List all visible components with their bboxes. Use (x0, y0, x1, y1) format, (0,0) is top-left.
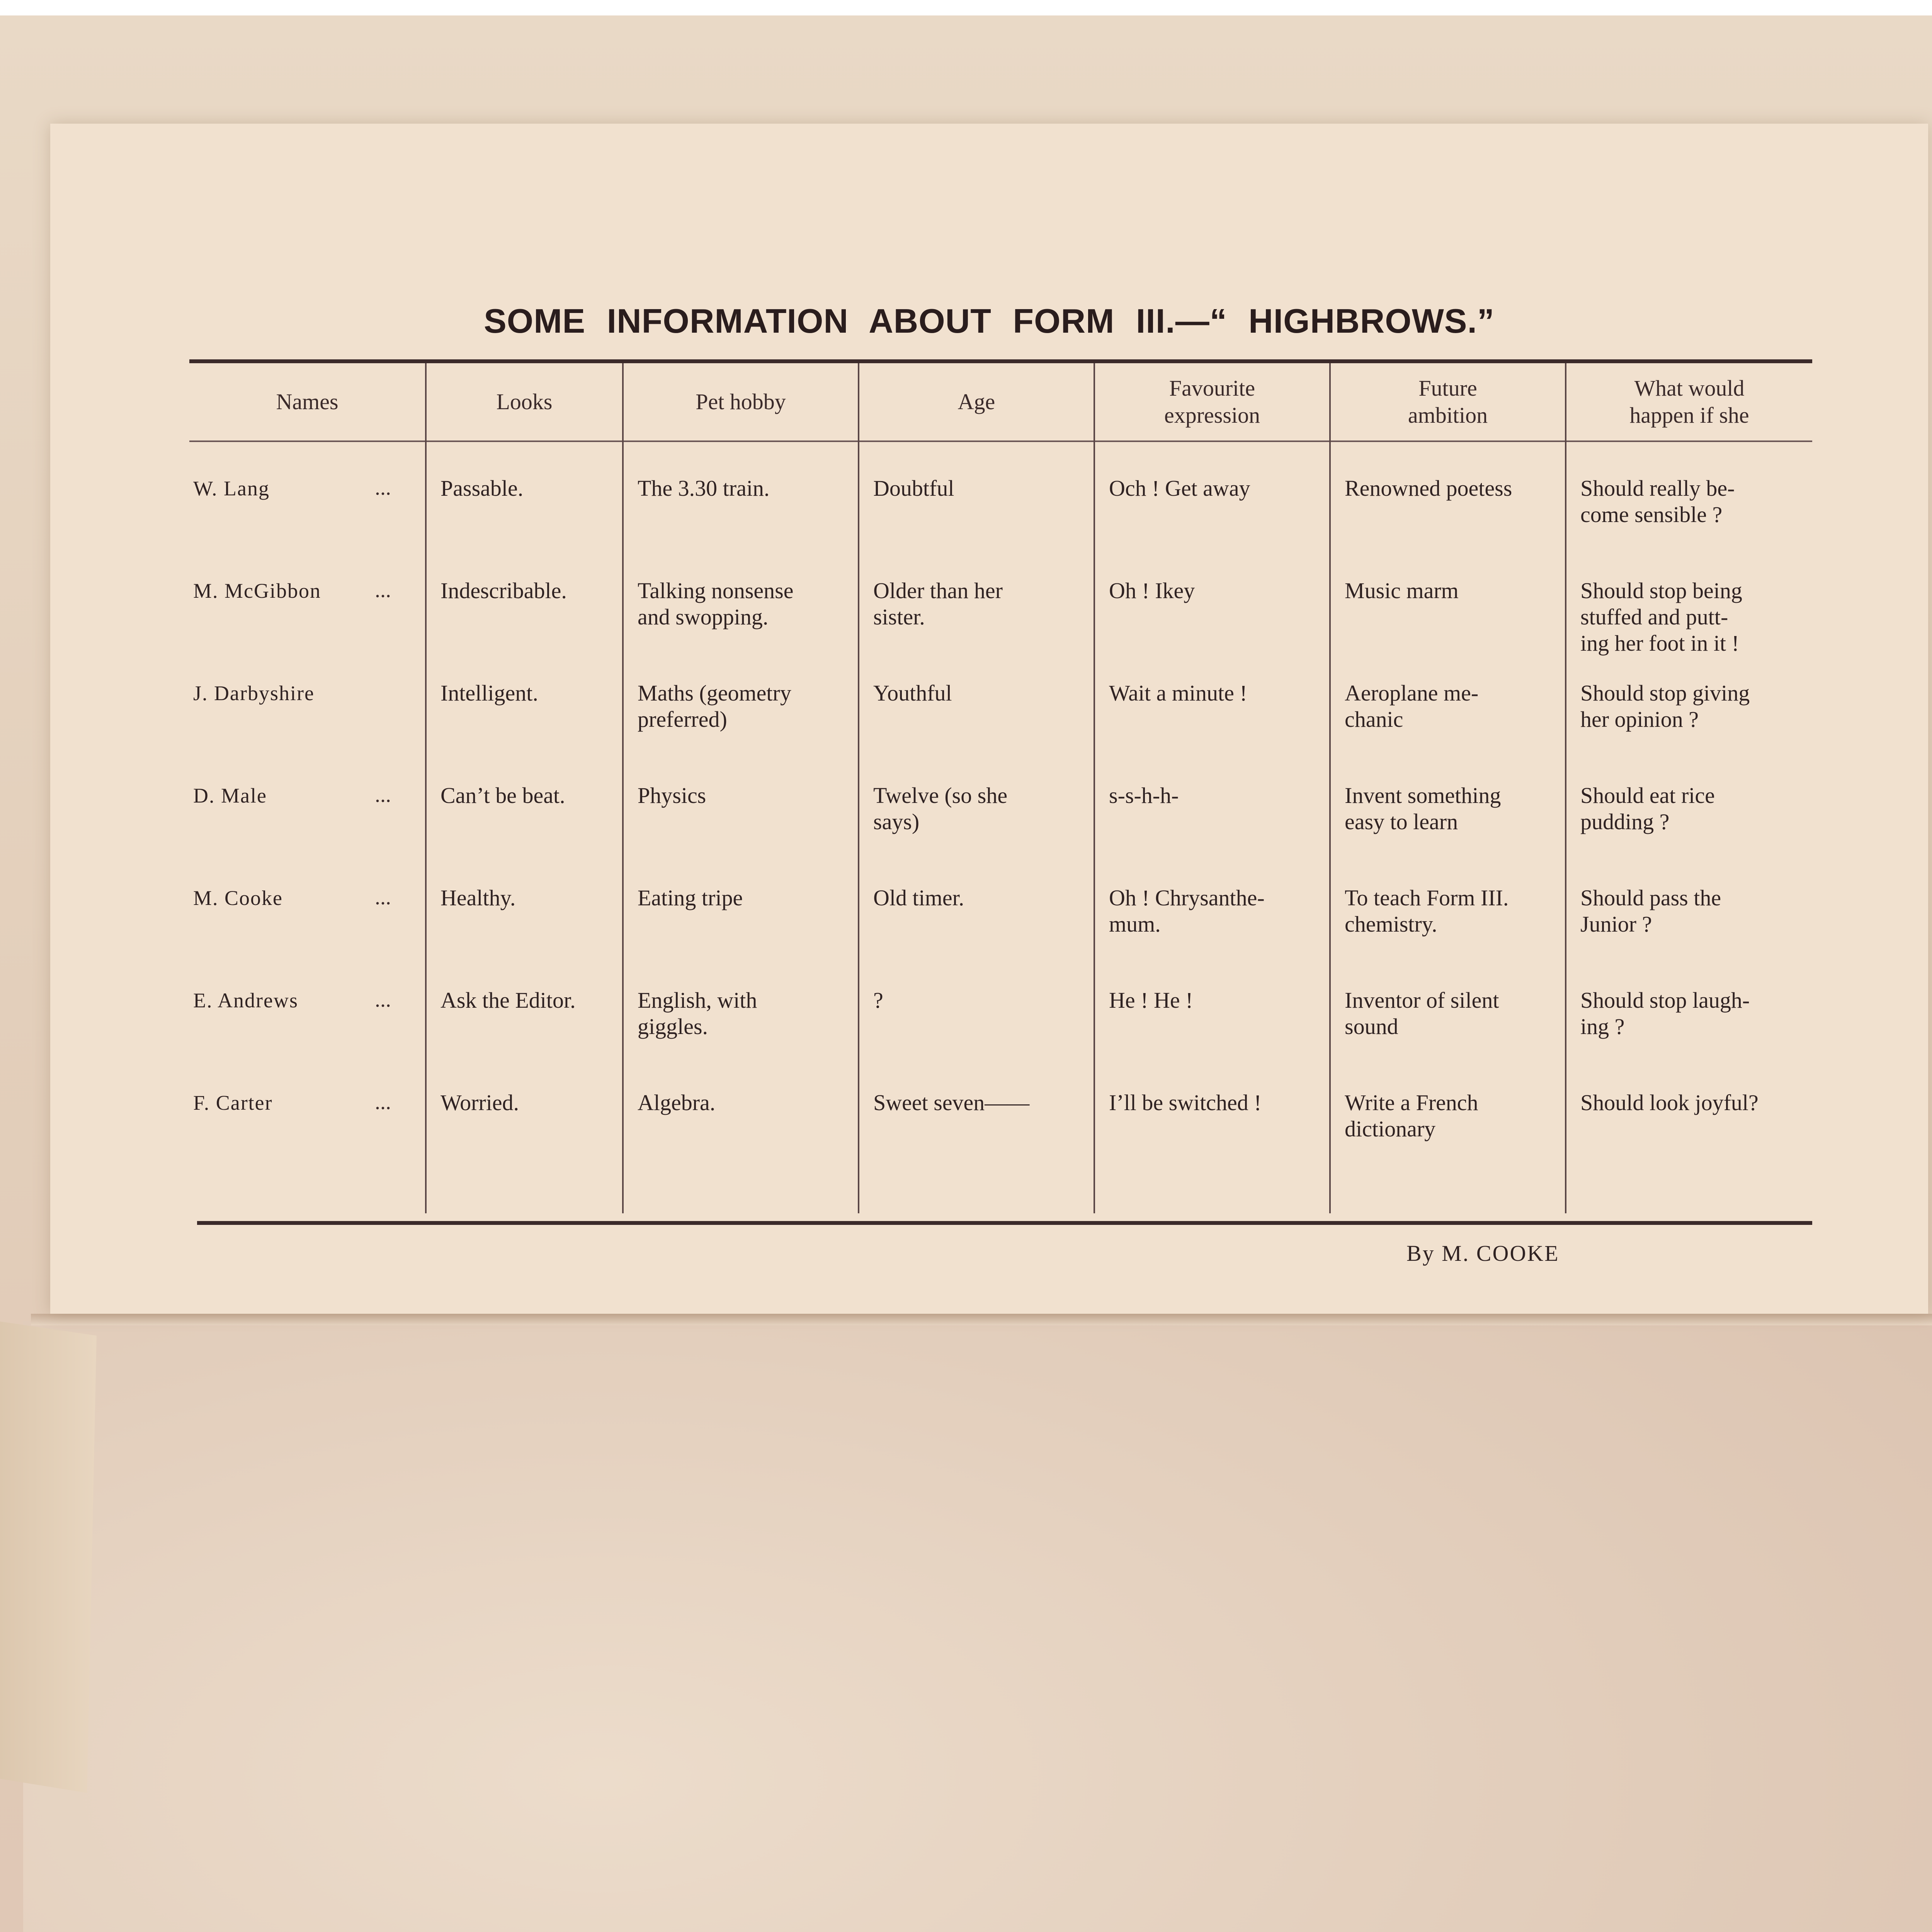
cell-name: M. Cooke (193, 886, 283, 910)
cell-expression: Oh ! Ikey (1109, 578, 1195, 603)
cell-looks: Indescribable. (440, 578, 567, 603)
header-what-would-happen: What would happen if she (1629, 376, 1749, 428)
cell-name: W. Lang (193, 477, 270, 500)
cell-expression: I’ll be switched ! (1109, 1090, 1262, 1115)
leader-dots: ... (375, 885, 391, 909)
cell-age: Old timer. (873, 885, 964, 910)
cell-hobby: Talking nonsense and swopping. (638, 578, 794, 629)
cell-looks: Healthy. (440, 885, 516, 910)
page-title: SOME INFORMATION ABOUT FORM III.—“ HIGHBROWS.” (484, 302, 1495, 340)
cell-expression: He ! He ! (1109, 988, 1193, 1013)
cell-age: ? (873, 988, 883, 1013)
cell-age: Older than her sister. (873, 578, 1003, 629)
cell-age: Youthful (873, 680, 952, 706)
cell-expression: Oh ! Chrysanthe- mum. (1109, 885, 1265, 937)
cell-looks: Intelligent. (440, 680, 538, 706)
column-divider (425, 363, 427, 1213)
cell-hobby: The 3.30 train. (638, 476, 770, 501)
cell-happen: Should stop giving her opinion ? (1580, 680, 1750, 732)
fold-crease (31, 1314, 1932, 1325)
header-looks: Looks (496, 389, 553, 414)
cell-looks: Worried. (440, 1090, 519, 1115)
cell-hobby: Maths (geometry preferred) (638, 680, 791, 732)
byline: By M. COOKE (1406, 1241, 1560, 1266)
cell-name: D. Male (193, 784, 267, 807)
cell-ambition: To teach Form III. chemistry. (1345, 885, 1509, 937)
cell-ambition: Aeroplane me- chanic (1345, 680, 1479, 732)
column-divider (858, 363, 859, 1213)
cell-expression: Wait a minute ! (1109, 680, 1247, 706)
cell-ambition: Invent something easy to learn (1345, 783, 1501, 834)
cell-happen: Should eat rice pudding ? (1580, 783, 1715, 834)
cell-ambition: Music marm (1345, 578, 1459, 603)
column-divider (1565, 363, 1566, 1213)
column-divider (1329, 363, 1331, 1213)
cell-expression: Och ! Get away (1109, 476, 1250, 501)
cell-name: F. Carter (193, 1091, 273, 1114)
cell-ambition: Inventor of silent sound (1345, 988, 1499, 1039)
header-future-ambition: Future ambition (1408, 376, 1488, 428)
printed-page (50, 124, 1928, 1314)
cell-age: Sweet seven—— (873, 1090, 1030, 1115)
blank-lower-sheet (23, 1321, 1932, 1932)
leader-dots: ... (375, 476, 391, 500)
table-top-rule (189, 359, 1812, 363)
leader-dots: ... (375, 783, 391, 807)
header-rule (189, 440, 1812, 442)
cell-looks: Passable. (440, 476, 524, 501)
cell-happen: Should pass the Junior ? (1580, 885, 1721, 937)
cell-name: J. Darbyshire (193, 682, 315, 705)
cell-hobby: Physics (638, 783, 706, 808)
header-pet-hobby: Pet hobby (696, 389, 786, 414)
cell-happen: Should really be- come sensible ? (1580, 476, 1735, 527)
header-names: Names (276, 389, 338, 414)
folded-tab (0, 1321, 97, 1793)
cell-hobby: Algebra. (638, 1090, 716, 1115)
cell-ambition: Write a French dictionary (1345, 1090, 1478, 1141)
cell-expression: s-s-h-h- (1109, 783, 1179, 808)
cell-age: Doubtful (873, 476, 954, 501)
cell-hobby: Eating tripe (638, 885, 743, 910)
cell-hobby: English, with giggles. (638, 988, 757, 1039)
table-bottom-rule (197, 1221, 1812, 1225)
cell-happen: Should look joyful? (1580, 1090, 1759, 1115)
cell-looks: Ask the Editor. (440, 988, 576, 1013)
leader-dots: ... (375, 988, 391, 1012)
leader-dots: ... (375, 578, 391, 602)
header-age: Age (957, 389, 995, 414)
cell-ambition: Renowned poetess (1345, 476, 1512, 501)
cell-name: E. Andrews (193, 989, 298, 1012)
column-divider (1094, 363, 1095, 1213)
cell-age: Twelve (so she says) (873, 783, 1008, 834)
info-table (189, 359, 1812, 1225)
header-favourite-expression: Favourite expression (1164, 376, 1260, 428)
cell-happen: Should stop laugh- ing ? (1580, 988, 1750, 1039)
cell-name: M. McGibbon (193, 579, 321, 602)
leader-dots: ... (375, 1090, 391, 1114)
cell-happen: Should stop being stuffed and putt- ing her foot in it ! (1580, 578, 1742, 656)
cell-looks: Can’t be beat. (440, 783, 565, 808)
